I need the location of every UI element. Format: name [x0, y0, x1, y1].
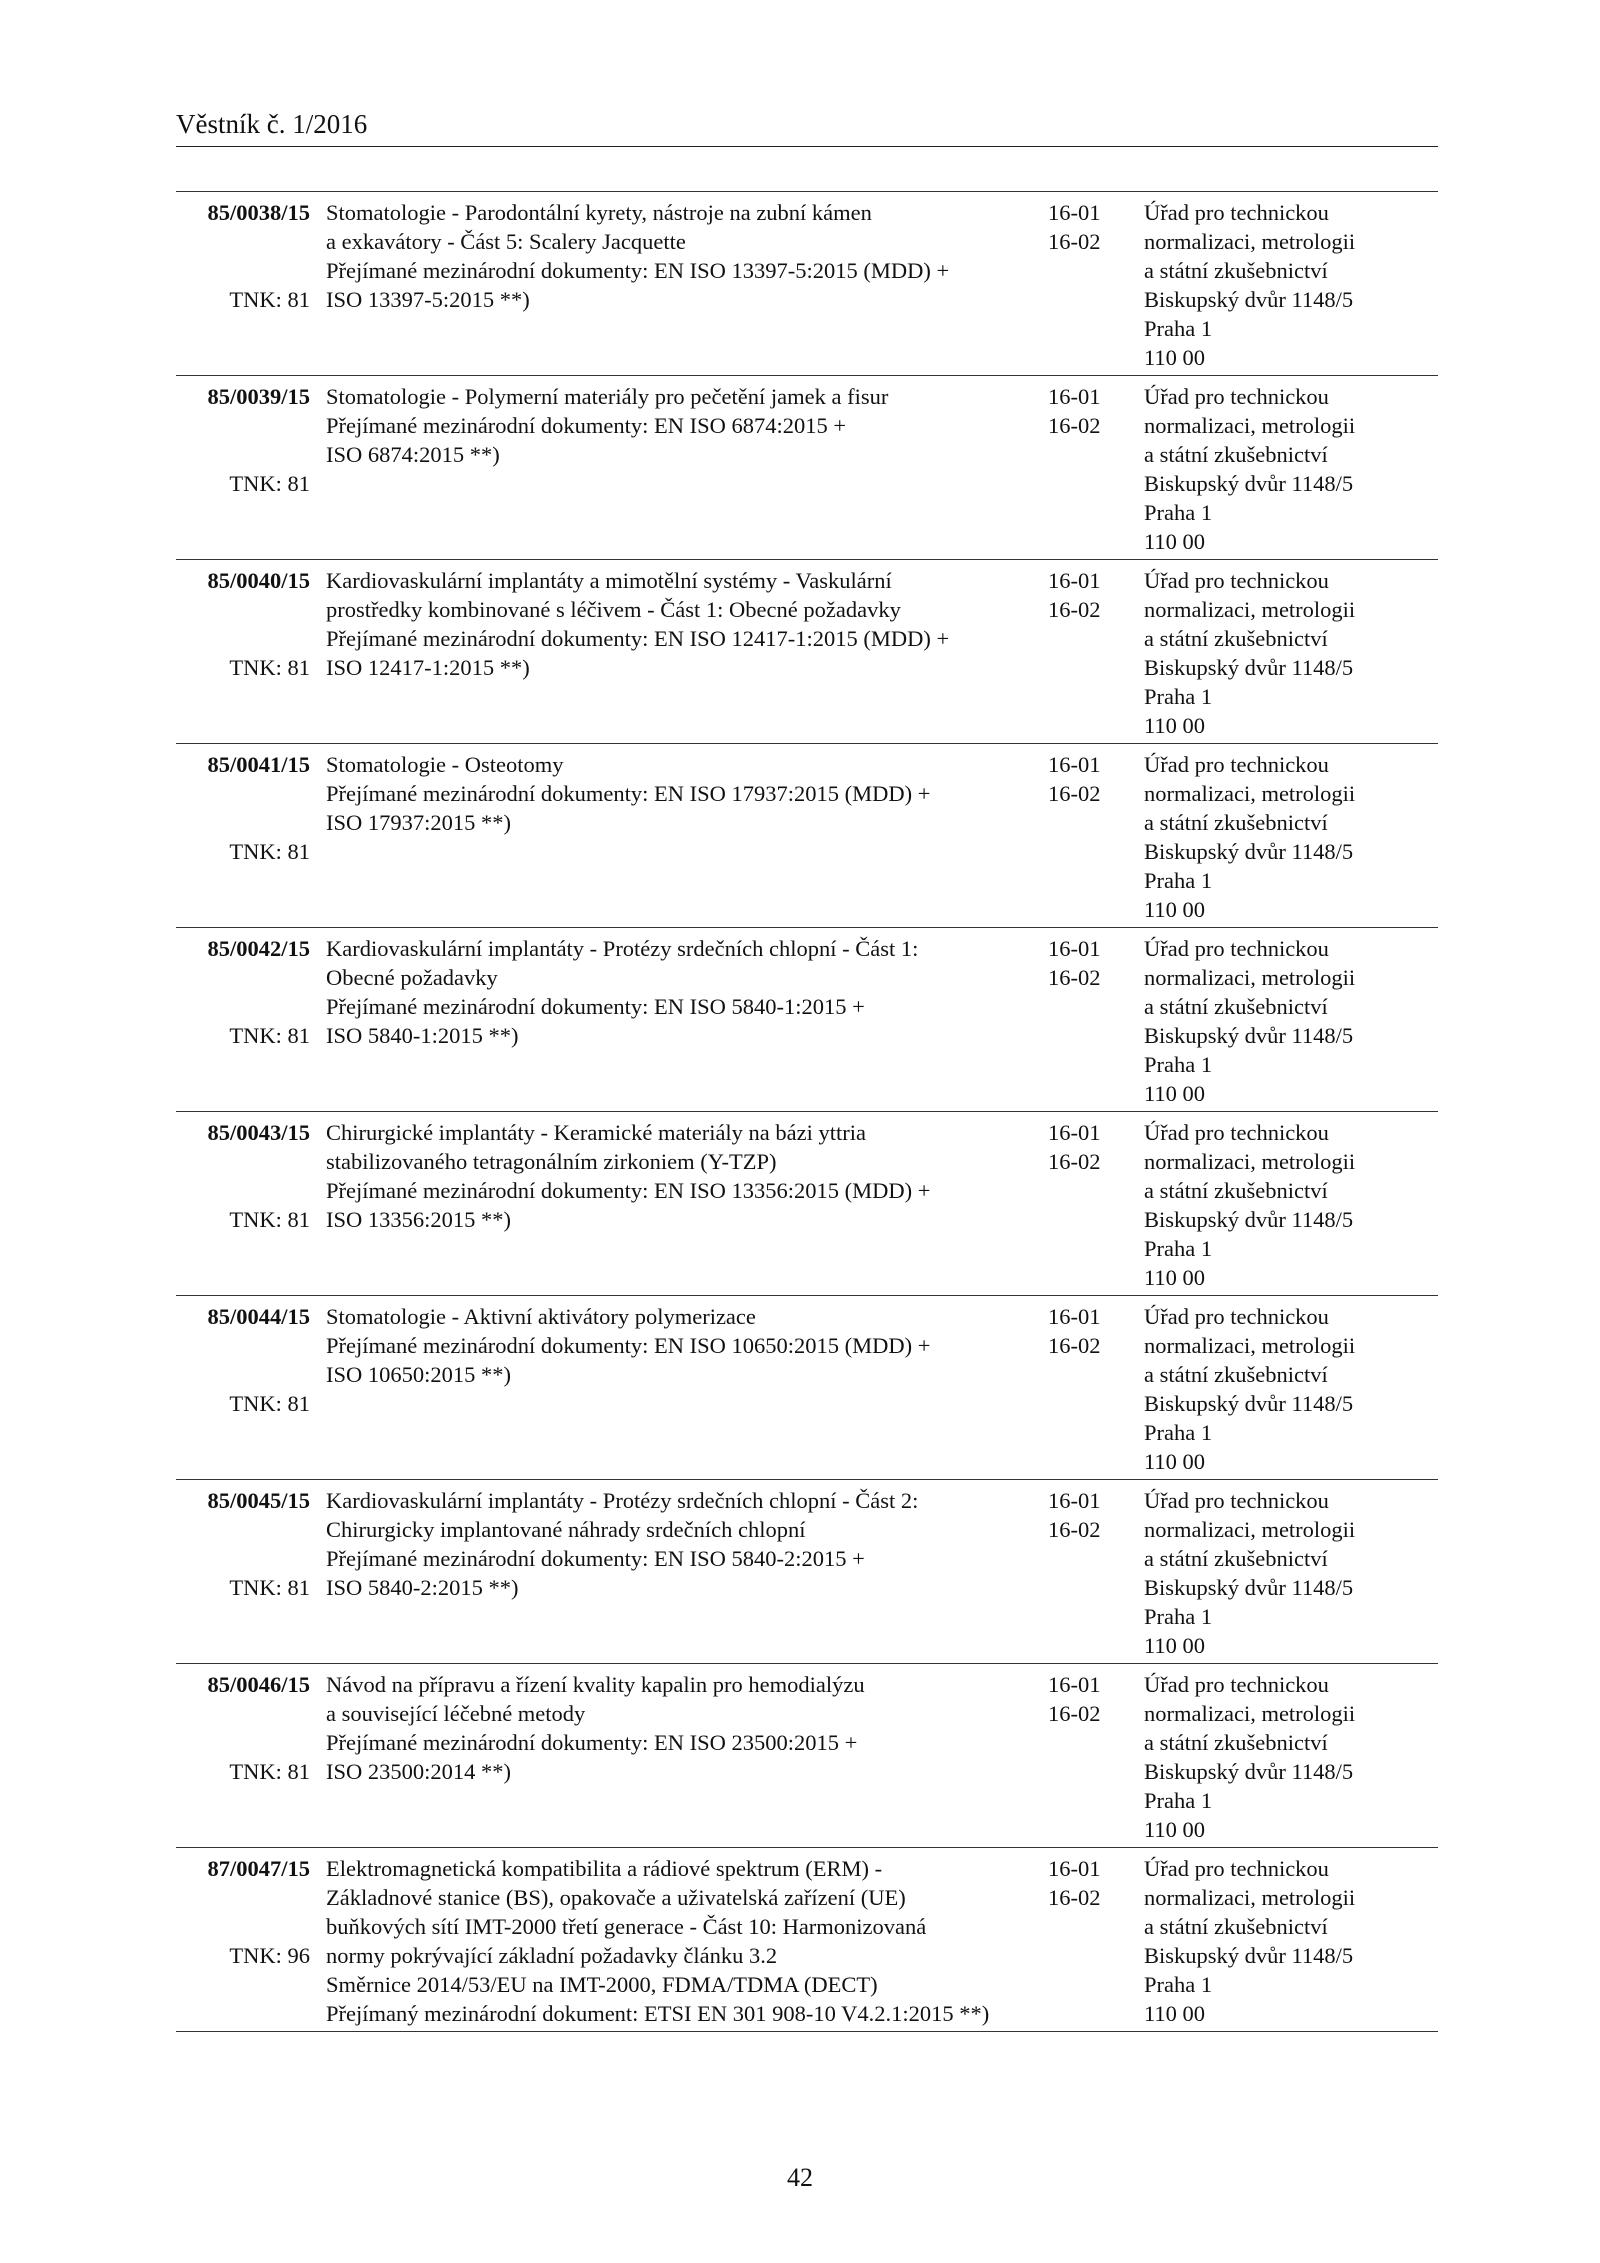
office-address-line: a státní zkušebnictví	[1144, 1546, 1328, 1571]
entry-code: 16-01	[1048, 384, 1101, 409]
entry-codes-cell	[1048, 750, 1144, 924]
entry-tnk: TNK: 81	[229, 1759, 310, 1784]
office-address-line: a státní zkušebnictví	[1144, 810, 1328, 835]
entry-id-cell	[176, 1302, 314, 1476]
office-address-line: a státní zkušebnictví	[1144, 1362, 1328, 1387]
entry-number: 85/0045/15	[207, 1488, 310, 1513]
entry-title-cell	[314, 1118, 1048, 1292]
entry-office-cell	[1144, 566, 1438, 740]
entry-codes-cell	[1048, 1670, 1144, 1844]
entry-number: 85/0042/15	[207, 936, 310, 961]
table-row	[176, 928, 1438, 1112]
office-address-line: Biskupský dvůr 1148/5	[1144, 655, 1354, 680]
office-address-line: Úřad pro technickou	[1144, 1488, 1329, 1513]
entry-codes-cell	[1048, 1118, 1144, 1292]
office-address-line: Biskupský dvůr 1148/5	[1144, 1759, 1354, 1784]
entry-title-line: Přejímané mezinárodní dokumenty: EN ISO 6874:2015 +	[326, 413, 847, 438]
entry-code: 16-02	[1048, 965, 1101, 990]
office-address-line: a státní zkušebnictví	[1144, 626, 1328, 651]
table-row	[176, 1296, 1438, 1480]
entry-office-cell	[1144, 934, 1438, 1108]
entry-title-line: Přejímané mezinárodní dokumenty: EN ISO 5840-1:2015 +	[326, 994, 865, 1019]
entry-code: 16-01	[1048, 200, 1101, 225]
entry-code: 16-01	[1048, 1304, 1101, 1329]
office-address-line: a státní zkušebnictví	[1144, 1730, 1328, 1755]
office-address-line: Praha 1	[1144, 1420, 1213, 1445]
office-address-line: Úřad pro technickou	[1144, 1120, 1329, 1145]
office-address-line: 110 00	[1144, 897, 1206, 922]
office-address-line: 110 00	[1144, 1817, 1206, 1842]
entry-code: 16-01	[1048, 752, 1101, 777]
entry-id-cell	[176, 382, 314, 556]
office-address-line: Biskupský dvůr 1148/5	[1144, 287, 1354, 312]
entry-title-cell	[314, 1670, 1048, 1844]
entry-id-cell	[176, 1854, 314, 2028]
entry-title-cell	[314, 382, 1048, 556]
entry-title-line: Kardiovaskulární implantáty a mimotělní systémy - Vaskulární	[326, 568, 892, 593]
entry-codes-cell	[1048, 566, 1144, 740]
office-address-line: Úřad pro technickou	[1144, 200, 1329, 225]
office-address-line: 110 00	[1144, 713, 1206, 738]
office-address-line: Úřad pro technickou	[1144, 936, 1329, 961]
office-address-line: normalizaci, metrologii	[1144, 1885, 1356, 1910]
entry-code: 16-02	[1048, 1885, 1101, 1910]
office-address-line: Biskupský dvůr 1148/5	[1144, 839, 1354, 864]
entry-office-cell	[1144, 1486, 1438, 1660]
office-address-line: Praha 1	[1144, 1788, 1213, 1813]
entry-title-line: Přejímané mezinárodní dokumenty: EN ISO 17937:2015 (MDD) +	[326, 781, 931, 806]
office-address-line: Úřad pro technickou	[1144, 752, 1329, 777]
entry-id-cell	[176, 750, 314, 924]
entry-code: 16-01	[1048, 1672, 1101, 1697]
office-address-line: 110 00	[1144, 529, 1206, 554]
office-address-line: Biskupský dvůr 1148/5	[1144, 1207, 1354, 1232]
entry-code: 16-01	[1048, 568, 1101, 593]
entry-title-line: Základnové stanice (BS), opakovače a uživatelská zařízení (UE)	[326, 1885, 906, 1910]
office-address-line: Úřad pro technickou	[1144, 1672, 1329, 1697]
entry-office-cell	[1144, 1670, 1438, 1844]
office-address-line: Praha 1	[1144, 1604, 1213, 1629]
office-address-line: Praha 1	[1144, 1052, 1213, 1077]
office-address-line: Praha 1	[1144, 500, 1213, 525]
entry-title-line: Přejímané mezinárodní dokumenty: EN ISO 10650:2015 (MDD) +	[326, 1333, 931, 1358]
table-row	[176, 192, 1438, 376]
entry-office-cell	[1144, 1302, 1438, 1476]
office-address-line: Úřad pro technickou	[1144, 1856, 1329, 1881]
entry-tnk: TNK: 81	[229, 1207, 310, 1232]
entry-title-line: Přejímané mezinárodní dokumenty: EN ISO 12417-1:2015 (MDD) +	[326, 626, 950, 651]
entry-tnk: TNK: 81	[229, 839, 310, 864]
entry-number: 85/0039/15	[207, 384, 310, 409]
entry-title-line: Stomatologie - Osteotomy	[326, 752, 564, 777]
entry-office-cell	[1144, 198, 1438, 372]
entry-title-line: Kardiovaskulární implantáty - Protézy srdečních chlopní - Část 1:	[326, 936, 919, 961]
entry-id-cell	[176, 1118, 314, 1292]
entry-title-line: Elektromagnetická kompatibilita a rádiové spektrum (ERM) -	[326, 1856, 883, 1881]
office-address-line: Biskupský dvůr 1148/5	[1144, 1023, 1354, 1048]
entry-number: 85/0046/15	[207, 1672, 310, 1697]
office-address-line: 110 00	[1144, 1081, 1206, 1106]
entry-title-line: Přejímané mezinárodní dokumenty: EN ISO 13397-5:2015 (MDD) +	[326, 258, 950, 283]
entry-title-cell	[314, 1302, 1048, 1476]
office-address-line: 110 00	[1144, 345, 1206, 370]
office-address-line: Praha 1	[1144, 1972, 1213, 1997]
entry-title-line: a exkavátory - Část 5: Scalery Jacquette	[326, 229, 686, 254]
entry-number: 85/0038/15	[207, 200, 310, 225]
entry-code: 16-02	[1048, 781, 1101, 806]
entry-title-line: Přejímané mezinárodní dokumenty: EN ISO 23500:2015 +	[326, 1730, 858, 1755]
entry-code: 16-02	[1048, 1333, 1101, 1358]
entry-tnk: TNK: 81	[229, 1391, 310, 1416]
table-row	[176, 1480, 1438, 1664]
entry-title-line: ISO 23500:2014 **)	[326, 1759, 511, 1784]
entry-title-line: ISO 5840-2:2015 **)	[326, 1575, 519, 1600]
entry-title-line: ISO 6874:2015 **)	[326, 442, 500, 467]
office-address-line: normalizaci, metrologii	[1144, 1149, 1356, 1174]
entry-code: 16-01	[1048, 1856, 1101, 1881]
entry-title-line: ISO 13397-5:2015 **)	[326, 287, 530, 312]
entry-codes-cell	[1048, 1486, 1144, 1660]
table-row	[176, 744, 1438, 928]
entry-title-cell	[314, 934, 1048, 1108]
entry-tnk: TNK: 81	[229, 287, 310, 312]
office-address-line: normalizaci, metrologii	[1144, 1701, 1356, 1726]
entry-number: 85/0041/15	[207, 752, 310, 777]
office-address-line: a státní zkušebnictví	[1144, 1178, 1328, 1203]
entry-title-cell	[314, 198, 1048, 372]
office-address-line: a státní zkušebnictví	[1144, 258, 1328, 283]
entry-title-line: Kardiovaskulární implantáty - Protézy srdečních chlopní - Část 2:	[326, 1488, 919, 1513]
entry-tnk: TNK: 96	[229, 1943, 310, 1968]
entry-title-cell	[314, 1486, 1048, 1660]
office-address-line: Úřad pro technickou	[1144, 384, 1329, 409]
entry-title-line: Přejímaný mezinárodní dokument: ETSI EN 301 908-10 V4.2.1:2015 **)	[326, 2001, 990, 2026]
entry-title-line: ISO 12417-1:2015 **)	[326, 655, 530, 680]
entry-codes-cell	[1048, 382, 1144, 556]
standards-table	[176, 191, 1438, 2032]
entry-code: 16-02	[1048, 597, 1101, 622]
entry-code: 16-01	[1048, 1488, 1101, 1513]
entry-title-line: Směrnice 2014/53/EU na IMT-2000, FDMA/TDMA (DECT)	[326, 1972, 878, 1997]
entry-code: 16-02	[1048, 413, 1101, 438]
entry-id-cell	[176, 198, 314, 372]
office-address-line: Biskupský dvůr 1148/5	[1144, 1391, 1354, 1416]
entry-code: 16-02	[1048, 1517, 1101, 1542]
office-address-line: a státní zkušebnictví	[1144, 994, 1328, 1019]
office-address-line: normalizaci, metrologii	[1144, 597, 1356, 622]
entry-title-line: Návod na přípravu a řízení kvality kapalin pro hemodialýzu	[326, 1672, 865, 1697]
office-address-line: Úřad pro technickou	[1144, 568, 1329, 593]
entry-title-cell	[314, 566, 1048, 740]
entry-title-line: ISO 5840-1:2015 **)	[326, 1023, 519, 1048]
office-address-line: normalizaci, metrologii	[1144, 413, 1356, 438]
office-address-line: normalizaci, metrologii	[1144, 1333, 1356, 1358]
entry-office-cell	[1144, 1118, 1438, 1292]
entry-title-line: a související léčebné metody	[326, 1701, 586, 1726]
office-address-line: a státní zkušebnictví	[1144, 442, 1328, 467]
entry-title-line: Stomatologie - Polymerní materiály pro pečetění jamek a fisur	[326, 384, 889, 409]
entry-title-line: Stomatologie - Aktivní aktivátory polymerizace	[326, 1304, 756, 1329]
entry-title-line: stabilizovaného tetragonálním zirkoniem (Y-TZP)	[326, 1149, 777, 1174]
page-number: 42	[787, 2163, 813, 2192]
entry-tnk: TNK: 81	[229, 1575, 310, 1600]
entry-id-cell	[176, 566, 314, 740]
entry-codes-cell	[1048, 198, 1144, 372]
table-row	[176, 1848, 1438, 2032]
office-address-line: 110 00	[1144, 1633, 1206, 1658]
entry-title-cell	[314, 750, 1048, 924]
entry-title-line: Přejímané mezinárodní dokumenty: EN ISO 13356:2015 (MDD) +	[326, 1178, 931, 1203]
office-address-line: 110 00	[1144, 1265, 1206, 1290]
office-address-line: a státní zkušebnictví	[1144, 1914, 1328, 1939]
entry-code: 16-02	[1048, 229, 1101, 254]
entry-title-line: Obecné požadavky	[326, 965, 498, 990]
page-header	[176, 108, 1438, 147]
table-row	[176, 1664, 1438, 1848]
office-address-line: Biskupský dvůr 1148/5	[1144, 1943, 1354, 1968]
office-address-line: Praha 1	[1144, 684, 1213, 709]
office-address-line: 110 00	[1144, 1449, 1206, 1474]
entry-number: 85/0044/15	[207, 1304, 310, 1329]
entry-tnk: TNK: 81	[229, 1023, 310, 1048]
entry-title-line: ISO 13356:2015 **)	[326, 1207, 511, 1232]
entry-title-line: prostředky kombinované s léčivem - Část 1: Obecné požadavky	[326, 597, 901, 622]
office-address-line: Biskupský dvůr 1148/5	[1144, 471, 1354, 496]
office-address-line: normalizaci, metrologii	[1144, 965, 1356, 990]
entry-codes-cell	[1048, 1302, 1144, 1476]
journal-title: Věstník č. 1/2016	[176, 109, 368, 139]
entry-title-line: Přejímané mezinárodní dokumenty: EN ISO 5840-2:2015 +	[326, 1546, 865, 1571]
entry-title-line: Chirurgicky implantované náhrady srdečních chlopní	[326, 1517, 806, 1542]
entry-title-line: ISO 17937:2015 **)	[326, 810, 511, 835]
office-address-line: Praha 1	[1144, 1236, 1213, 1261]
entry-id-cell	[176, 1670, 314, 1844]
office-address-line: Biskupský dvůr 1148/5	[1144, 1575, 1354, 1600]
entry-title-line: buňkových sítí IMT-2000 třetí generace - Část 10: Harmonizovaná	[326, 1914, 927, 1939]
entry-number: 85/0043/15	[207, 1120, 310, 1145]
entry-tnk: TNK: 81	[229, 471, 310, 496]
entry-tnk: TNK: 81	[229, 655, 310, 680]
entry-id-cell	[176, 1486, 314, 1660]
table-row	[176, 376, 1438, 560]
entry-id-cell	[176, 934, 314, 1108]
office-address-line: normalizaci, metrologii	[1144, 781, 1356, 806]
office-address-line: Praha 1	[1144, 316, 1213, 341]
entry-title-line: ISO 10650:2015 **)	[326, 1362, 511, 1387]
entry-number: 85/0040/15	[207, 568, 310, 593]
entry-codes-cell	[1048, 1854, 1144, 2028]
office-address-line: normalizaci, metrologii	[1144, 1517, 1356, 1542]
entry-title-line: Chirurgické implantáty - Keramické materiály na bázi yttria	[326, 1120, 866, 1145]
entry-code: 16-02	[1048, 1149, 1101, 1174]
entry-code: 16-02	[1048, 1701, 1101, 1726]
table-row	[176, 560, 1438, 744]
office-address-line: Úřad pro technickou	[1144, 1304, 1329, 1329]
entry-codes-cell	[1048, 934, 1144, 1108]
table-row	[176, 1112, 1438, 1296]
entry-title-line: normy pokrývající základní požadavky článku 3.2	[326, 1943, 778, 1968]
office-address-line: Praha 1	[1144, 868, 1213, 893]
entry-code: 16-01	[1048, 936, 1101, 961]
entry-code: 16-01	[1048, 1120, 1101, 1145]
entry-office-cell	[1144, 382, 1438, 556]
office-address-line: normalizaci, metrologii	[1144, 229, 1356, 254]
office-address-line: 110 00	[1144, 2001, 1206, 2026]
entry-office-cell	[1144, 750, 1438, 924]
entry-number: 87/0047/15	[207, 1856, 310, 1881]
entry-office-cell	[1144, 1854, 1438, 2028]
entry-title-line: Stomatologie - Parodontální kyrety, nástroje na zubní kámen	[326, 200, 872, 225]
entry-title-cell	[314, 1854, 1048, 2028]
